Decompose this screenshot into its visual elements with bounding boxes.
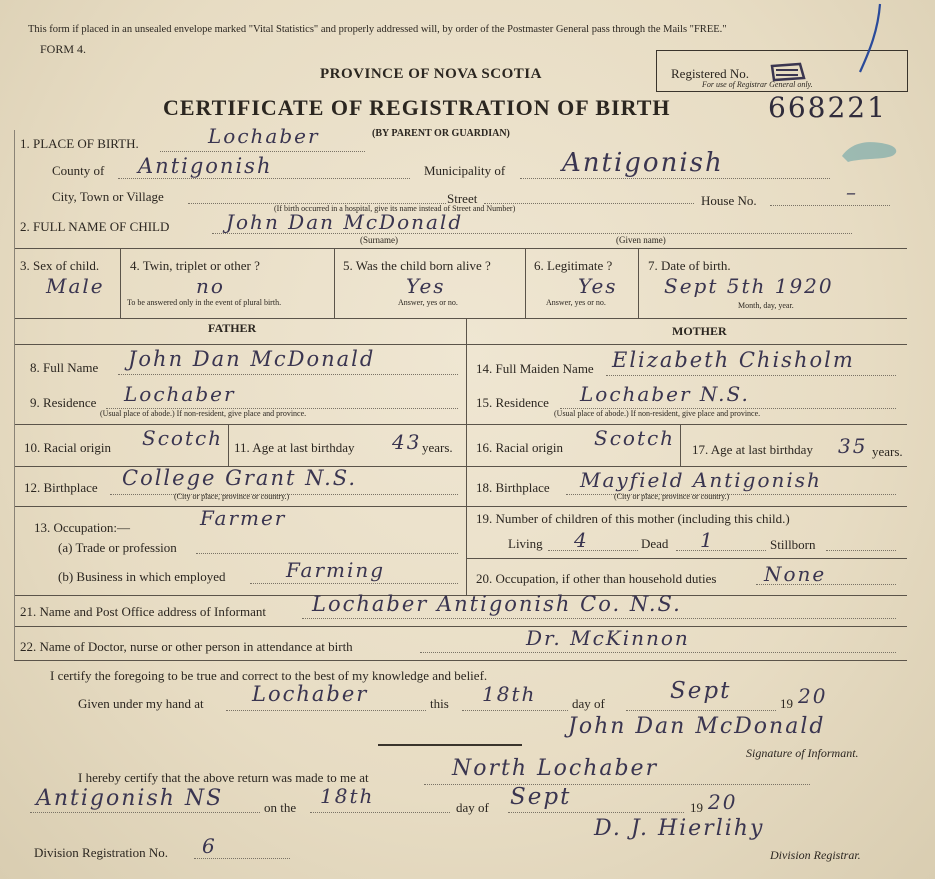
- certification-statement: I certify the foregoing to be true and correct to the best of my knowledge and belief.: [50, 668, 488, 683]
- house-line: [770, 205, 890, 206]
- registrar-year-prefix: 19: [690, 800, 703, 815]
- father-residence-value: Lochaber: [124, 382, 236, 406]
- county-value: Antigonish: [138, 154, 273, 178]
- form-number: FORM 4.: [40, 42, 87, 56]
- father-birthplace-value: College Grant N.S.: [122, 466, 358, 490]
- mother-place-note: (City or place, province or country.): [614, 492, 730, 501]
- mother-abode-note: (Usual place of abode.) If non-resident, give place and province.: [554, 409, 761, 418]
- registrar-place-value: North Lochaber: [452, 756, 659, 781]
- doctor-value: Dr. McKinnon: [526, 626, 690, 650]
- street-line: [484, 203, 694, 204]
- legitimate-note: Answer, yes or no.: [546, 298, 606, 307]
- registered-label: Registered No.: [671, 66, 749, 81]
- child-name-value: John Dan McDonald: [226, 210, 464, 234]
- house-value: –: [846, 180, 858, 204]
- legitimate-value: Yes: [578, 274, 618, 298]
- mother-age-label: 17. Age at last birthday: [692, 442, 813, 457]
- division-label: Division Registration No.: [34, 845, 168, 860]
- trade-label: (a) Trade or profession: [58, 540, 177, 555]
- mother-age-value: 35: [838, 434, 868, 458]
- twin-note: To be answered only in the event of plural birth.: [127, 298, 282, 307]
- cert-year-prefix: 19: [780, 696, 793, 711]
- registrar-signature: D. J. Hierlihy: [594, 816, 765, 841]
- living-value: 4: [574, 528, 589, 552]
- sex-label: 3. Sex of child.: [20, 258, 100, 273]
- given-name-note: (Given name): [616, 235, 666, 245]
- registrar-use-note: For use of Registrar General only.: [702, 80, 813, 89]
- check-mark: [846, 0, 886, 80]
- date-of-birth-label: 7. Date of birth.: [648, 258, 731, 273]
- certificate-number: 668221: [768, 91, 887, 124]
- father-abode-note: (Usual place of abode.) If non-resident, give place and province.: [100, 409, 307, 418]
- mother-occupation-label: 20. Occupation, if other than household duties: [476, 571, 717, 586]
- mother-name-label: 14. Full Maiden Name: [476, 361, 594, 376]
- informant-label: 21. Name and Post Office address of Informant: [20, 604, 266, 619]
- twin-value: no: [196, 274, 225, 298]
- separator-rule: [378, 744, 522, 746]
- twin-label: 4. Twin, triplet or other ?: [130, 258, 260, 273]
- mother-residence-value: Lochaber N.S.: [580, 382, 750, 406]
- father-name-value: John Dan McDonald: [128, 347, 376, 371]
- father-racial-label: 10. Racial origin: [24, 440, 112, 455]
- county-label: County of: [52, 163, 105, 178]
- mother-birthplace-value: Mayfield Antigonish: [580, 468, 822, 492]
- cert-day-value: 18th: [482, 682, 537, 706]
- cert-month-value: Sept: [670, 678, 732, 704]
- sex-value: Male: [46, 274, 105, 298]
- father-birthplace-label: 12. Birthplace: [24, 480, 98, 495]
- page-subtitle: (BY PARENT OR GUARDIAN): [372, 128, 510, 139]
- child-name-label: 2. FULL NAME OF CHILD: [20, 219, 170, 234]
- father-business-value: Farming: [286, 558, 386, 582]
- cert-day-of-label: day of: [572, 696, 605, 711]
- father-name-label: 8. Full Name: [30, 360, 99, 375]
- province-heading: PROVINCE OF NOVA SCOTIA: [320, 66, 542, 82]
- page-title: CERTIFICATE OF REGISTRATION OF BIRTH: [163, 95, 671, 120]
- division-value: 6: [202, 834, 217, 858]
- mail-notice: This form if placed in an unsealed envelope marked "Vital Statistics" and properly addressed will, by order of the Postmaster General pass through the Mails "FREE.": [28, 24, 727, 35]
- dead-label: Dead: [641, 536, 669, 551]
- mother-heading: MOTHER: [672, 324, 727, 338]
- given-under-label: Given under my hand at: [78, 696, 204, 711]
- registrar-day-value: 18th: [320, 784, 375, 808]
- house-label: House No.: [701, 193, 757, 208]
- mother-residence-label: 15. Residence: [476, 395, 549, 410]
- mother-name-value: Elizabeth Chisholm: [612, 348, 855, 372]
- living-label: Living: [508, 536, 543, 551]
- this-label: this: [430, 696, 449, 711]
- father-years-label: years.: [422, 440, 453, 455]
- street-label: Street: [447, 191, 478, 206]
- surname-note: (Surname): [360, 235, 398, 245]
- mother-birthplace-label: 18. Birthplace: [476, 480, 550, 495]
- children-count-label: 19. Number of children of this mother (including this child.): [476, 511, 790, 526]
- informant-signature-label: Signature of Informant.: [746, 746, 859, 760]
- father-heading: FATHER: [208, 321, 257, 335]
- father-residence-label: 9. Residence: [30, 395, 97, 410]
- date-note: Month, day, year.: [738, 301, 794, 310]
- mother-years-label: years.: [872, 444, 903, 459]
- registrar-statement: I hereby certify that the above return was made to me at: [78, 770, 369, 785]
- alive-note: Answer, yes or no.: [398, 298, 458, 307]
- father-racial-value: Scotch: [142, 426, 224, 450]
- date-of-birth-value: Sept 5th 1920: [664, 274, 834, 298]
- on-the-label: on the: [264, 800, 297, 815]
- father-place-note: (City or place, province or country.): [174, 492, 290, 501]
- municipality-line: [520, 178, 830, 179]
- doctor-label: 22. Name of Doctor, nurse or other person in attendance at birth: [20, 639, 353, 654]
- father-age-value: 43: [392, 430, 422, 454]
- municipality-label: Municipality of: [424, 163, 506, 178]
- registrar-month-value: Sept: [510, 784, 572, 810]
- registrar-county-value: Antigonish NS: [36, 786, 224, 811]
- ink-blot: [838, 130, 908, 170]
- mother-occupation-value: None: [764, 562, 827, 586]
- dead-value: 1: [700, 528, 715, 552]
- child-name-line: [212, 233, 852, 234]
- registrar-signature-label: Division Registrar.: [770, 848, 861, 862]
- place-of-birth-value: Lochaber: [208, 124, 320, 148]
- alive-value: Yes: [406, 274, 446, 298]
- informant-signature: John Dan McDonald: [568, 714, 826, 739]
- left-margin-rule: [14, 130, 15, 660]
- informant-value: Lochaber Antigonish Co. N.S.: [312, 592, 682, 616]
- alive-label: 5. Was the child born alive ?: [343, 258, 491, 273]
- legitimate-label: 6. Legitimate ?: [534, 258, 613, 273]
- given-place-value: Lochaber: [252, 682, 369, 706]
- stillborn-label: Stillborn: [770, 537, 816, 552]
- street-note: (If birth occurred in a hospital, give its name instead of Street and Number): [274, 204, 516, 213]
- county-line: [118, 178, 410, 179]
- father-age-label: 11. Age at last birthday: [234, 440, 355, 455]
- business-label: (b) Business in which employed: [58, 569, 226, 584]
- registrar-year-value: 20: [708, 790, 738, 814]
- father-occupation-label: 13. Occupation:—: [34, 520, 131, 535]
- municipality-value: Antigonish: [562, 148, 724, 178]
- city-label: City, Town or Village: [52, 189, 164, 204]
- father-occupation-value: Farmer: [200, 506, 287, 530]
- registrar-day-of-label: day of: [456, 800, 489, 815]
- mother-racial-label: 16. Racial origin: [476, 440, 564, 455]
- place-line: [160, 151, 365, 152]
- mother-racial-value: Scotch: [594, 426, 676, 450]
- place-of-birth-label: 1. PLACE OF BIRTH.: [20, 136, 139, 151]
- cert-year-value: 20: [798, 684, 828, 708]
